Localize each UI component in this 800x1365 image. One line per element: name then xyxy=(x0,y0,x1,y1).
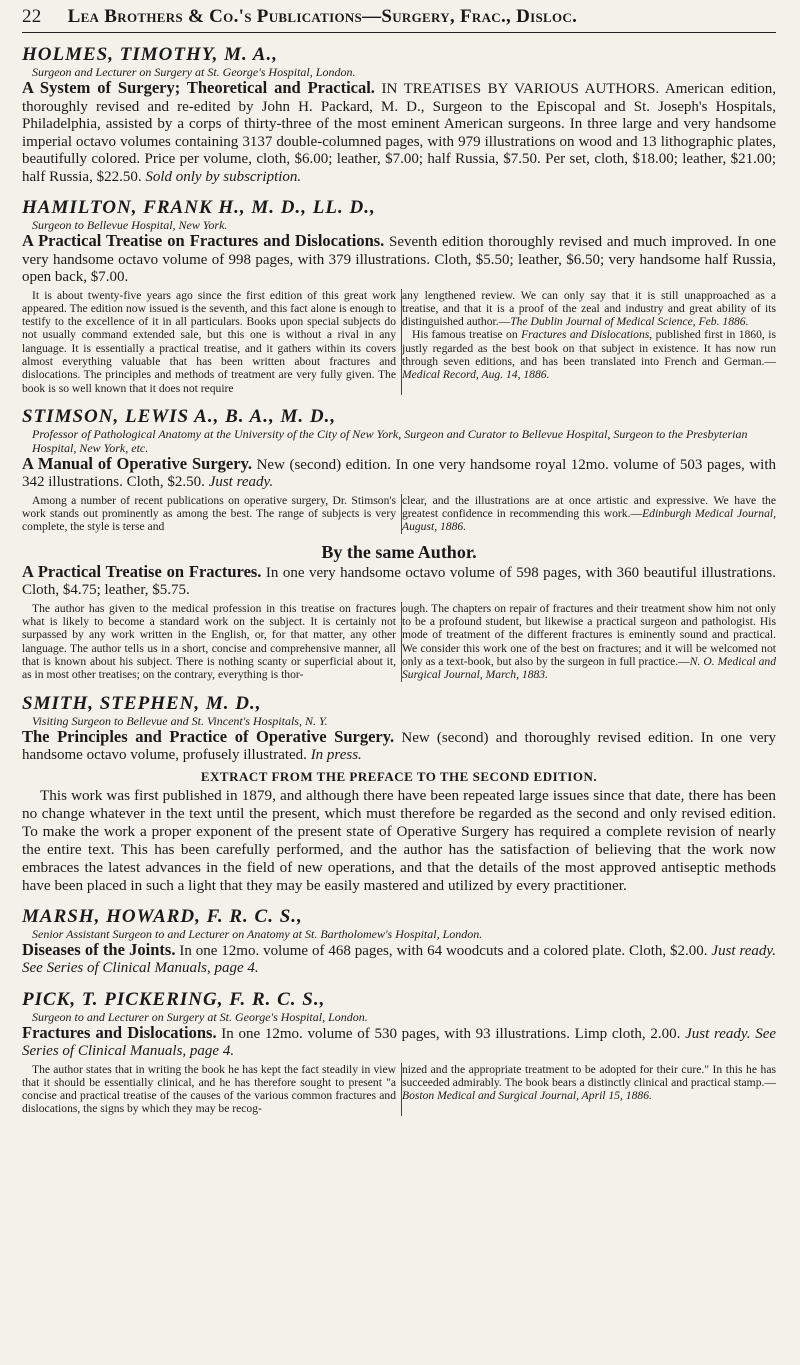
review-text: clear, and the illustrations are at once artistic and expressive. We have the greatest confidence in recommending this work.—Edinburgh Medical Journal, August, 1886. xyxy=(402,493,776,534)
entry-marsh xyxy=(22,907,776,978)
book-description xyxy=(22,563,776,600)
book-details: New (second) and thoroughly revised edition. In one very handsome octavo volume, profusely illustrated. xyxy=(22,729,776,764)
review-text: His famous treatise on Fractures and Dislocations, published first in 1860, is justly regarded as the best book on that subject in existence. It has now run through seven editions, and has been translated into French and German.—Medical Record, Aug. 14, 1886. xyxy=(402,328,776,382)
author-heading: SMITH, STEPHEN, M. D., xyxy=(22,692,262,714)
review-columns xyxy=(22,602,776,682)
book-description xyxy=(22,79,776,186)
author-role: Professor of Pathological Anatomy at the University of the City of New York, Surgeon and Curator to Bellevue Hospital, Surgeon to the Presbyterian Hospital, New York, etc. xyxy=(32,426,748,455)
book-details: In one 12mo. volume of 468 pages, with 64 woodcuts and a colored plate. Cloth, $2.00. xyxy=(175,942,712,959)
review-left xyxy=(22,289,402,395)
author-role: Surgeon and Lecturer on Surgery at St. George's Hospital, London. xyxy=(32,65,356,79)
review-source: N. O. Medical and Surgical Journal, March, 1883. xyxy=(402,654,776,682)
publisher-line: Lea Brothers & Co.'s Publications—Surgery, Frac., Disloc. xyxy=(67,6,578,27)
entry-stimson xyxy=(22,407,776,682)
availability-note: In press. xyxy=(310,747,362,764)
author-heading: PICK, T. PICKERING, F. R. C. S., xyxy=(22,988,326,1010)
availability-note: Just ready. See Series of Clinical Manuals, page 4. xyxy=(22,942,776,977)
review-source: Edinburgh Medical Journal, August, 1886. xyxy=(402,507,776,534)
review-source: The Dublin Journal of Medical Science, Feb. 1886. xyxy=(510,315,749,329)
book-description xyxy=(22,728,776,765)
book-details: IN TREATISES BY VARIOUS AUTHORS. American edition, thoroughly revised and re-edited by John H. Packard, M. D., Surgeon to the Episcopal and St. Joseph's Hospitals, Philadelphia, assisted by a corps of thirty-three of the most eminent American surgeons. In three large and very handsome imperial octavo volumes containing 3137 double-columned pages, with 979 illustrations on wood and 13 lithographic plates, beautifully colored. Price per volume, cloth, $6.00; leather, $7.00; half Russia, $7.50. Per set, cloth, $18.00; leather, $21.00; half Russia, $22.50. xyxy=(22,81,776,185)
availability-note: Just ready. See Series of Clinical Manuals, page 4. xyxy=(22,1025,777,1060)
entry-hamilton xyxy=(22,198,776,395)
review-columns xyxy=(22,494,776,534)
book-title: Diseases of the Joints. xyxy=(22,939,176,959)
review-columns xyxy=(22,1063,776,1116)
review-text: ough. The chapters on repair of fractures and their treatment show him not only to be a profound student, but likewise a practical surgeon and pathologist. His mode of treatment of the different fractures is eminently sound and practical. We consider this work one of the best on fractures; and it will be welcomed not only as a text-book, but also by the surgeon in full practice.—N. O. Medical and Surgical Journal, March, 1883. xyxy=(402,601,776,682)
author-heading: MARSH, HOWARD, F. R. C. S., xyxy=(22,905,303,927)
book-details: In one 12mo. volume of 530 pages, with 93 illustrations. Limp cloth, 2.00. xyxy=(216,1025,686,1042)
author-heading: HOLMES, TIMOTHY, M. A., xyxy=(22,44,278,65)
author-role: Surgeon to and Lecturer on Surgery at St. George's Hospital, London. xyxy=(32,1009,368,1024)
review-source: Medical Record, Aug. 14, 1886. xyxy=(402,368,550,382)
book-title: The Principles and Practice of Operative Surgery. xyxy=(22,726,395,746)
review-source: Boston Medical and Surgical Journal, April 15, 1886. xyxy=(402,1089,652,1103)
review-right xyxy=(402,494,776,534)
book-details: In one very handsome octavo volume of 598 pages, with 360 beautiful illustrations. Cloth, $4.75; leather, $5.75. xyxy=(22,564,776,599)
availability-note: Just ready. xyxy=(208,474,274,491)
review-right xyxy=(402,289,776,395)
author-heading: HAMILTON, FRANK H., M. D., LL. D., xyxy=(22,197,376,218)
book-title: Fractures and Dislocations. xyxy=(22,1022,217,1042)
book-details: New (second) edition. In one very handsome royal 12mo. volume of 503 pages, with 342 illustrations. Cloth, $2.50. xyxy=(22,456,776,491)
extract-heading: EXTRACT FROM THE PREFACE TO THE SECOND EDITION. xyxy=(200,768,598,784)
author-role: Visiting Surgeon to Bellevue and St. Vincent's Hospitals, N. Y. xyxy=(32,713,328,728)
review-columns xyxy=(22,289,776,395)
review-right xyxy=(402,1063,776,1116)
book-description xyxy=(22,941,776,978)
by-same-author-heading: By the same Author. xyxy=(321,541,477,562)
review-text: nized and the appropriate treatment to be adopted for their cure." In this he has succeeded admirably. The book bears a distinctly clinical and practical stamp.—Boston Medical and Surgical Journal, April 15, 1886. xyxy=(402,1062,776,1103)
review-left xyxy=(22,494,402,534)
review-left xyxy=(22,1063,402,1116)
review-text: any lengthened review. We can only say that it is still unapproached as a treatise, and that it is a proof of the zeal and industry and great ability of its distinguished author.—The Dublin Journal of Medical Science, Feb. 1886. xyxy=(402,288,776,329)
author-role: Surgeon to Bellevue Hospital, New York. xyxy=(32,218,228,232)
page-number: 22 xyxy=(22,6,42,27)
entry-smith xyxy=(22,694,776,895)
author-role: Senior Assistant Surgeon to and Lecturer on Anatomy at St. Bartholomew's Hospital, London. xyxy=(32,926,483,941)
book-details: Seventh edition thoroughly revised and much improved. In one very handsome octavo volume of 998 pages, with 379 illustrations. Cloth, $5.50; leather, $6.50; very handsome half Russia, open back, $7.00. xyxy=(22,234,776,285)
review-text: The author has given to the medical profession in this treatise on fractures what is likely to become a standard work on the subject. It is certainly not surpassed by any work written in the English, or, for that matter, any other language. The author tells us in a short, concise and comprehensive manner, all that is known about his subject. There is nothing scanty or superficial about it, as in most other treatises; on the contrary, everything is thor- xyxy=(22,601,396,682)
book-description xyxy=(22,455,776,492)
entry-holmes xyxy=(22,45,776,186)
book-title: A Practical Treatise on Fractures. xyxy=(22,561,262,581)
book-title: A System of Surgery; Theoretical and Practical. xyxy=(22,78,375,97)
entry-pick xyxy=(22,990,776,1116)
book-title: A Manual of Operative Surgery. xyxy=(22,453,253,473)
availability-note: Sold only by subscription. xyxy=(145,168,302,185)
review-text: It is about twenty-five years ago since the first edition of this great work appeared. The edition now issued is the seventh, and this fact alone is enough to testify to the excellence of it in all particulars. Books upon special subjects do not usually command extended sale, but this one is without a rival in any language. It is essentially a practical treatise, and it gathers within its covers almost everything valuable that has been written about fractures and dislocations. The principles and methods of treatment are very fully given. The book is so well known that it does not require xyxy=(22,288,396,395)
book-description xyxy=(22,232,776,287)
running-header xyxy=(22,6,776,33)
book-description xyxy=(22,1024,776,1061)
author-heading: STIMSON, LEWIS A., B. A., M. D., xyxy=(22,405,337,427)
review-text: Among a number of recent publications on operative surgery, Dr. Stimson's work stands out prominently as among the best. The range of subjects is very complete, the style is terse and xyxy=(22,493,396,534)
review-left xyxy=(22,602,402,682)
review-text: The author states that in writing the book he has kept the fact steadily in view that it should be essentially clinical, and he has therefore sought to present "a concise and practical treatise of the causes of the various common fractures and dislocations, the signs by which they may be recog- xyxy=(22,1062,396,1116)
review-right xyxy=(402,602,776,682)
preface-extract: This work was first published in 1879, and although there have been repeated large issues since that date, there has been no change whatever in the text until the present, which must therefore be regarded as the second and only revised edition. To make the work a proper exponent of the present state of Operative Surgery has required a complete revision of nearly the entire text. This has been carefully performed, and the author has the satisfaction of believing that the work now embraces the latest advances in the field of new operations, and that the details of the most approved antiseptic methods have been placed in such a light that they may be easily mastered and utilized by every practitioner. xyxy=(22,786,776,894)
book-title: A Practical Treatise on Fractures and Dislocations. xyxy=(22,231,385,250)
